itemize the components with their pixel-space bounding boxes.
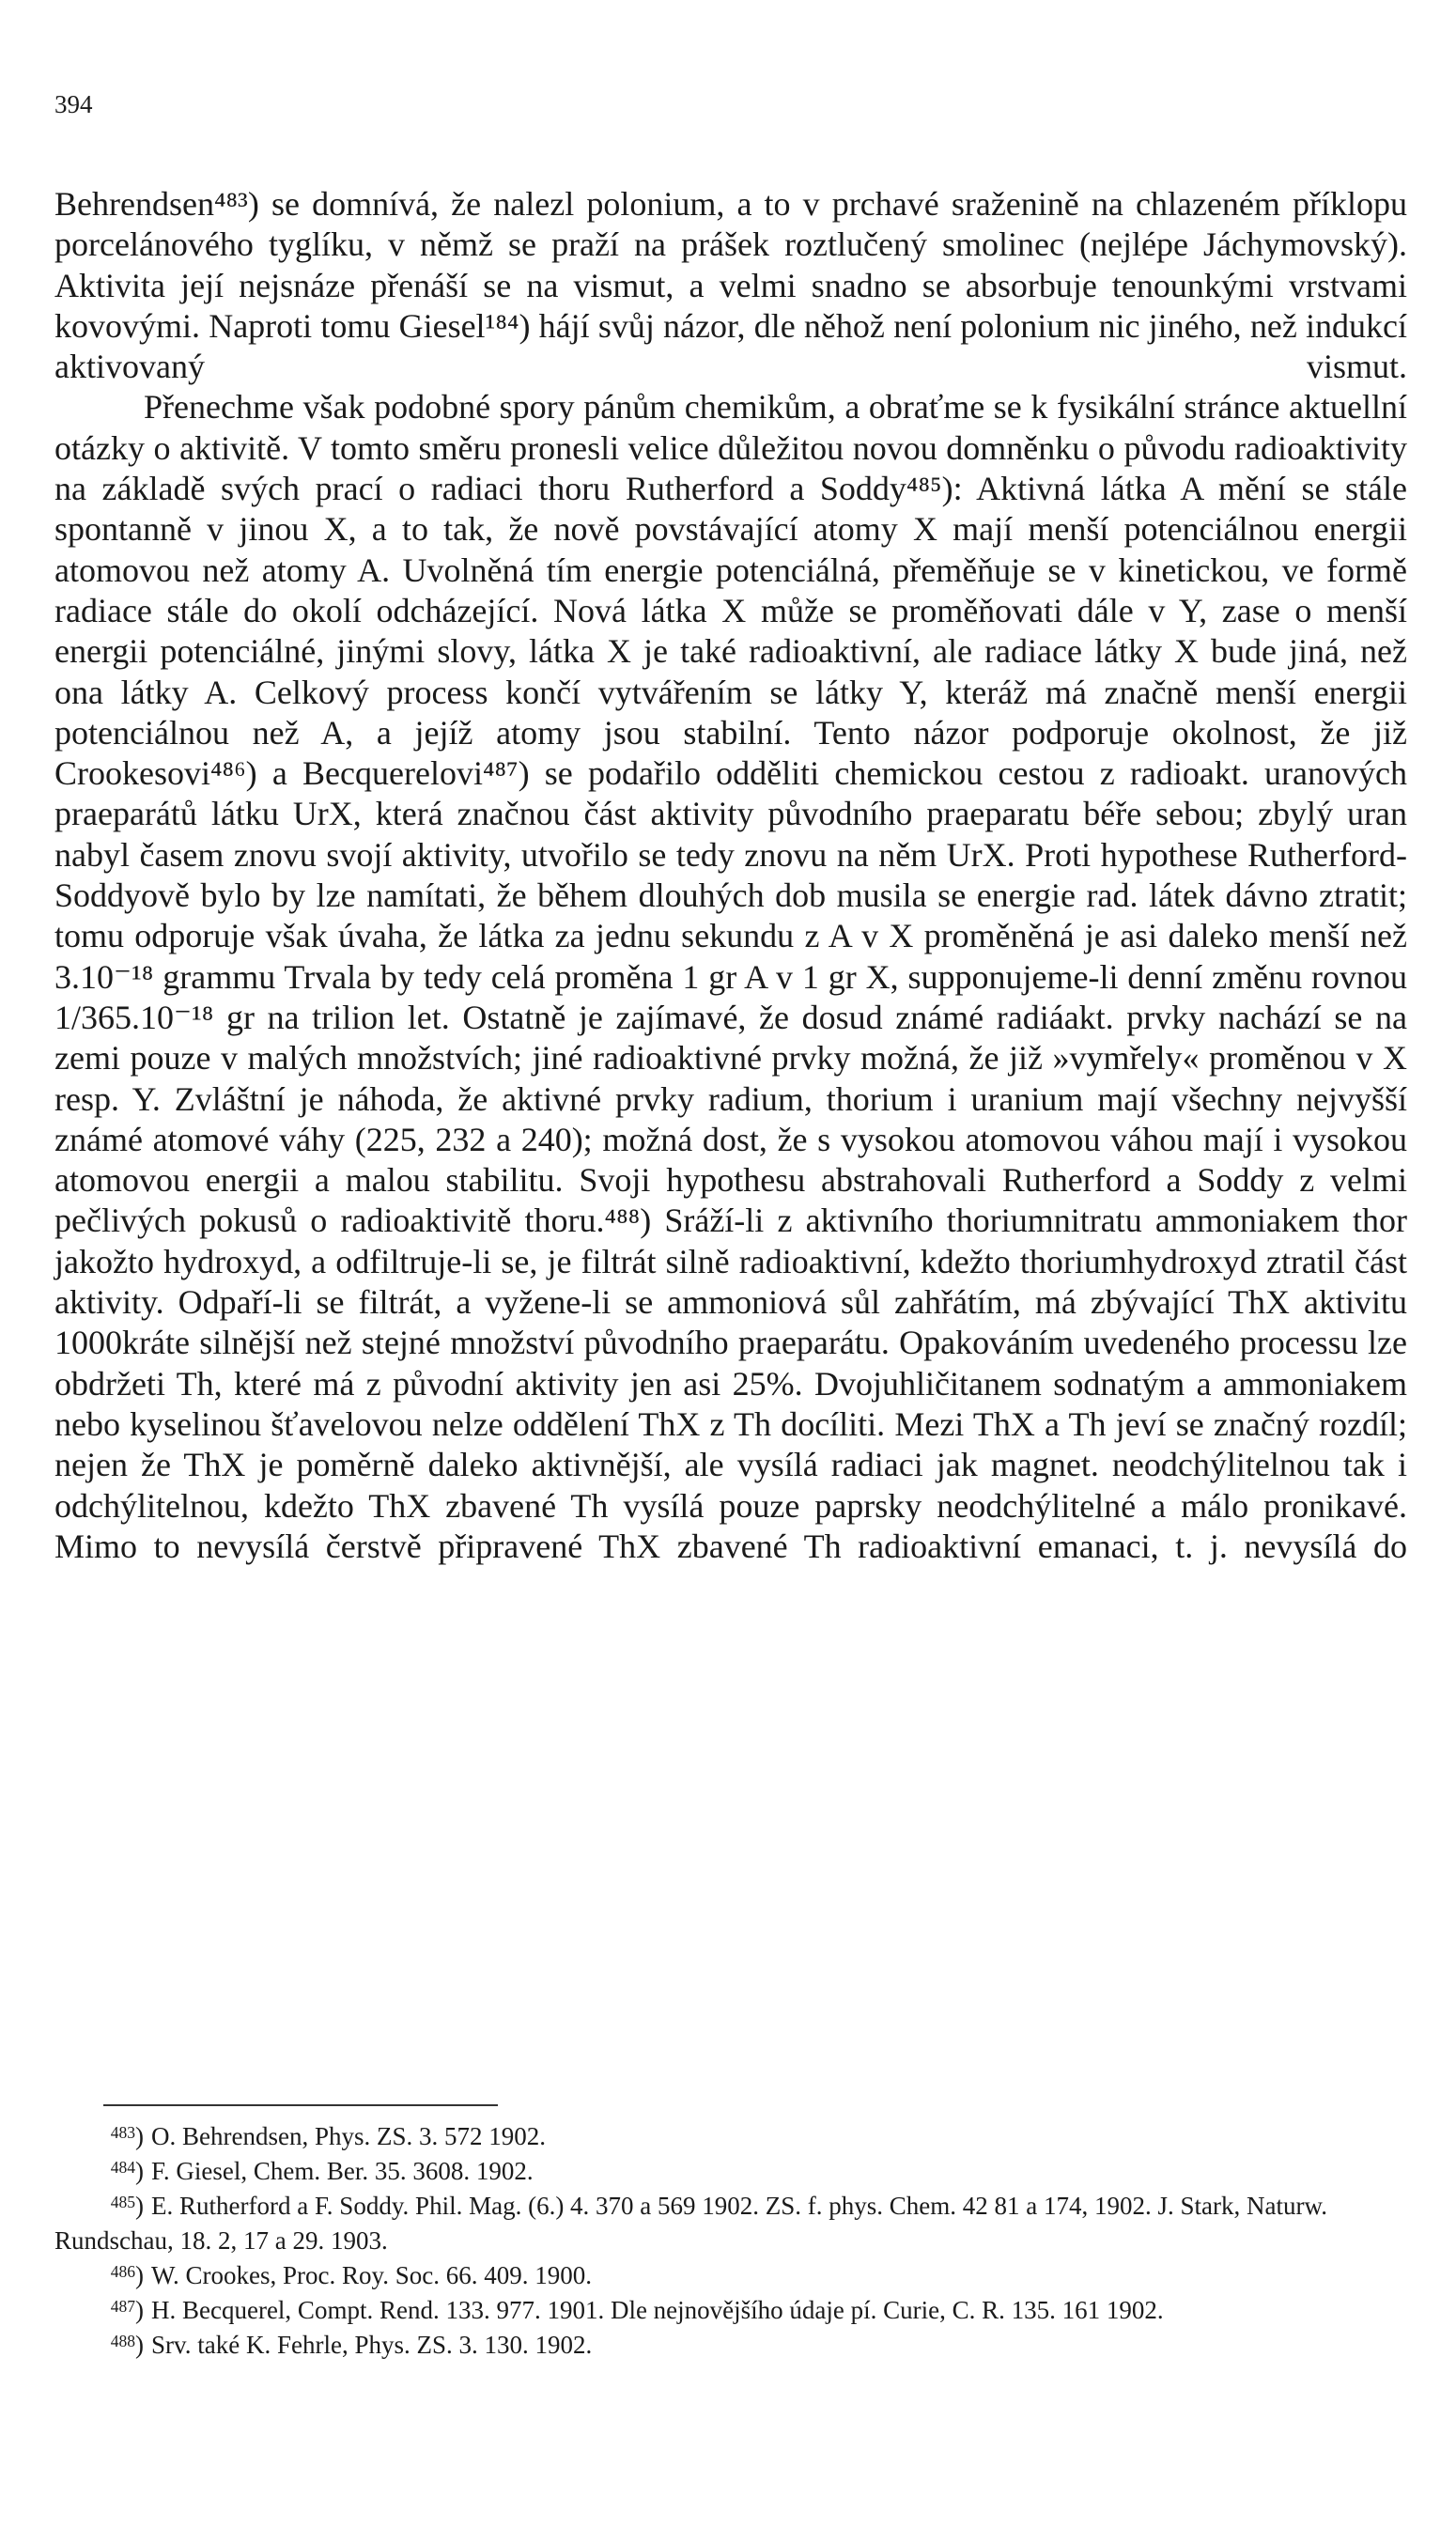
footnote-marker: $^{488}$) — [110, 2331, 144, 2359]
footnote-text: H. Becquerel, Compt. Rend. 133. 977. 1901. Dle nejnovějšího údaje pí. Curie, C. R. 135. 161 1902. — [151, 2296, 1164, 2324]
footnote-marker: $^{485}$) — [110, 2192, 144, 2220]
paragraph: Behrendsen⁴⁸³) se domnívá, že nalezl polonium, a to v prchavé sraženině na chlazeném příklopu porcelánového tyglíku, v němž se praží na prášek roztlučený smolinec (nejlépe Jáchymovský). Aktivita její nejsnáze přenáší se na vismut, a velmi snadno se absorbuje tenounkými vrstvami kovovými. Naproti tomu Giesel¹⁸⁴) hájí svůj názor, dle něhož není polonium nic jiného, než indukcí aktivovaný vismut. — [54, 185, 1407, 386]
footnote-text: Srv. také K. Fehrle, Phys. ZS. 3. 130. 1902. — [151, 2331, 593, 2359]
footnote-text: W. Crookes, Proc. Roy. Soc. 66. 409. 1900. — [151, 2261, 592, 2289]
footnote-marker: $^{487}$) — [110, 2296, 144, 2324]
footnote — [54, 2154, 1407, 2189]
footnote — [54, 2258, 1407, 2293]
footnote-text: F. Giesel, Chem. Ber. 35. 3608. 1902. — [151, 2157, 534, 2185]
footnote-text: O. Behrendsen, Phys. ZS. 3. 572 1902. — [151, 2122, 546, 2150]
footnotes — [54, 2119, 1407, 2363]
footnote-marker: $^{486}$) — [110, 2261, 144, 2289]
page-number: 394 — [54, 90, 93, 118]
footnote-marker: $^{483}$) — [110, 2122, 144, 2150]
footnote — [54, 2189, 1407, 2258]
footnote — [54, 2328, 1407, 2363]
footnote-text: E. Rutherford a F. Soddy. Phil. Mag. (6.) 4. 370 a 569 1902. ZS. f. phys. Chem. 42 81 a 174, 1902. J. Stark, Naturw. Rundschau, 18. 2, 17 a 29. 1903. — [54, 2192, 1327, 2255]
footnote-rule — [103, 2104, 498, 2106]
footnote-marker: $^{484}$) — [110, 2157, 144, 2185]
footnote — [54, 2119, 1407, 2154]
body-text — [54, 184, 1407, 1567]
footnote — [54, 2293, 1407, 2328]
paragraph: Přenechme však podobné spory pánům chemikům, a obraťme se k fysikální stránce aktuellní otázky o aktivitě. V tomto směru pronesli velice důležitou novou domněnku o původu radioaktivity na základě svých prací o radiaci thoru Rutherford a Soddy⁴⁸⁵): Aktivná látka A mění se stále spontanně v jinou X, a to tak, že nově povstávající atomy X mají menší potenciálnou energii atomovou než atomy A. Uvolněná tím energie potenciálná, přeměňuje se v kinetickou, ve formě radiace stále do okolí odcházející. Nová látka X může se proměňovati dále v Y, zase o menší energii potenciálné, jinými slovy, látka X je také radioaktivní, ale radiace látky X bude jiná, než ona látky A. Celkový process končí vytvářením se látky Y, kteráž má značně menší energii potenciálnou než A, a jejíž atomy jsou stabilní. Tento názor podporuje okolnost, že již Crookesovi⁴⁸⁶) a Becquerelovi⁴⁸⁷) se podařilo odděliti chemickou cestou z radioakt. uranových praeparátů látku UrX, která značnou část aktivity původního praeparatu béře sebou; zbylý uran nabyl časem znovu svojí aktivity, utvořilo se tedy znovu na něm UrX. Proti hypothese Rutherford-Soddyově bylo by lze namítati, že během dlouhých dob musila se energie rad. látek dávno ztratit; tomu odporuje však úvaha, že látka za jednu sekundu z A v X proměněná je asi daleko menší než 3.10⁻¹⁸ grammu Trvala by tedy celá proměna 1 gr A v 1 gr X, supponujeme-li denní změnu rovnou 1/365.10⁻¹⁸ gr na trilion let. Ostatně je zajímavé, že dosud známé radiáakt. prvky nachází se na zemi pouze v malých množstvích; jiné radioaktivné prvky možná, že již »vymřely« proměnou v X resp. Y. Zvláštní je náhoda, že aktivné prvky radium, thorium i uranium mají všechny nejvyšší známé atomové váhy (225, 232 a 240); možná dost, že s vysokou atomovou váhou mají i vysokou atomovou energii a malou stabilitu. Svoji hypothesu abstrahovali Rutherford a Soddy z velmi pečlivých pokusů o radioaktivitě thoru.⁴⁸⁸) Sráží-li z aktivního thoriumnitratu ammoniakem thor jakožto hydroxyd, a odfiltruje-li se, je filtrát silně radioaktivní, kdežto thoriumhydroxyd ztratil část aktivity. Odpaří-li se filtrát, a vyžene-li se ammoniová sůl zahřátím, má zbývající ThX aktivitu 1000kráte silnější než stejné množství původního praeparátu. Opakováním uvedeného processu lze obdržeti Th, které má z původní aktivity jen asi 25%. Dvojuhličitanem sodnatým a ammoniakem nebo kyselinou šťavelovou nelze oddělení ThX z Th docíliti. Mezi ThX a Th jeví se značný rozdíl; nejen že ThX je poměrně daleko aktivnější, ale vysílá radiaci jak magnet. neodchýlitelnou tak i odchýlitelnou, kdežto ThX zbavené Th vysílá pouze paprsky neodchýlitelné a málo pronikavé. Mimo to nevysílá čerstvě připravené ThX zbavené Th radioaktivní emanaci, t. j. nevysílá do — [54, 388, 1407, 1565]
